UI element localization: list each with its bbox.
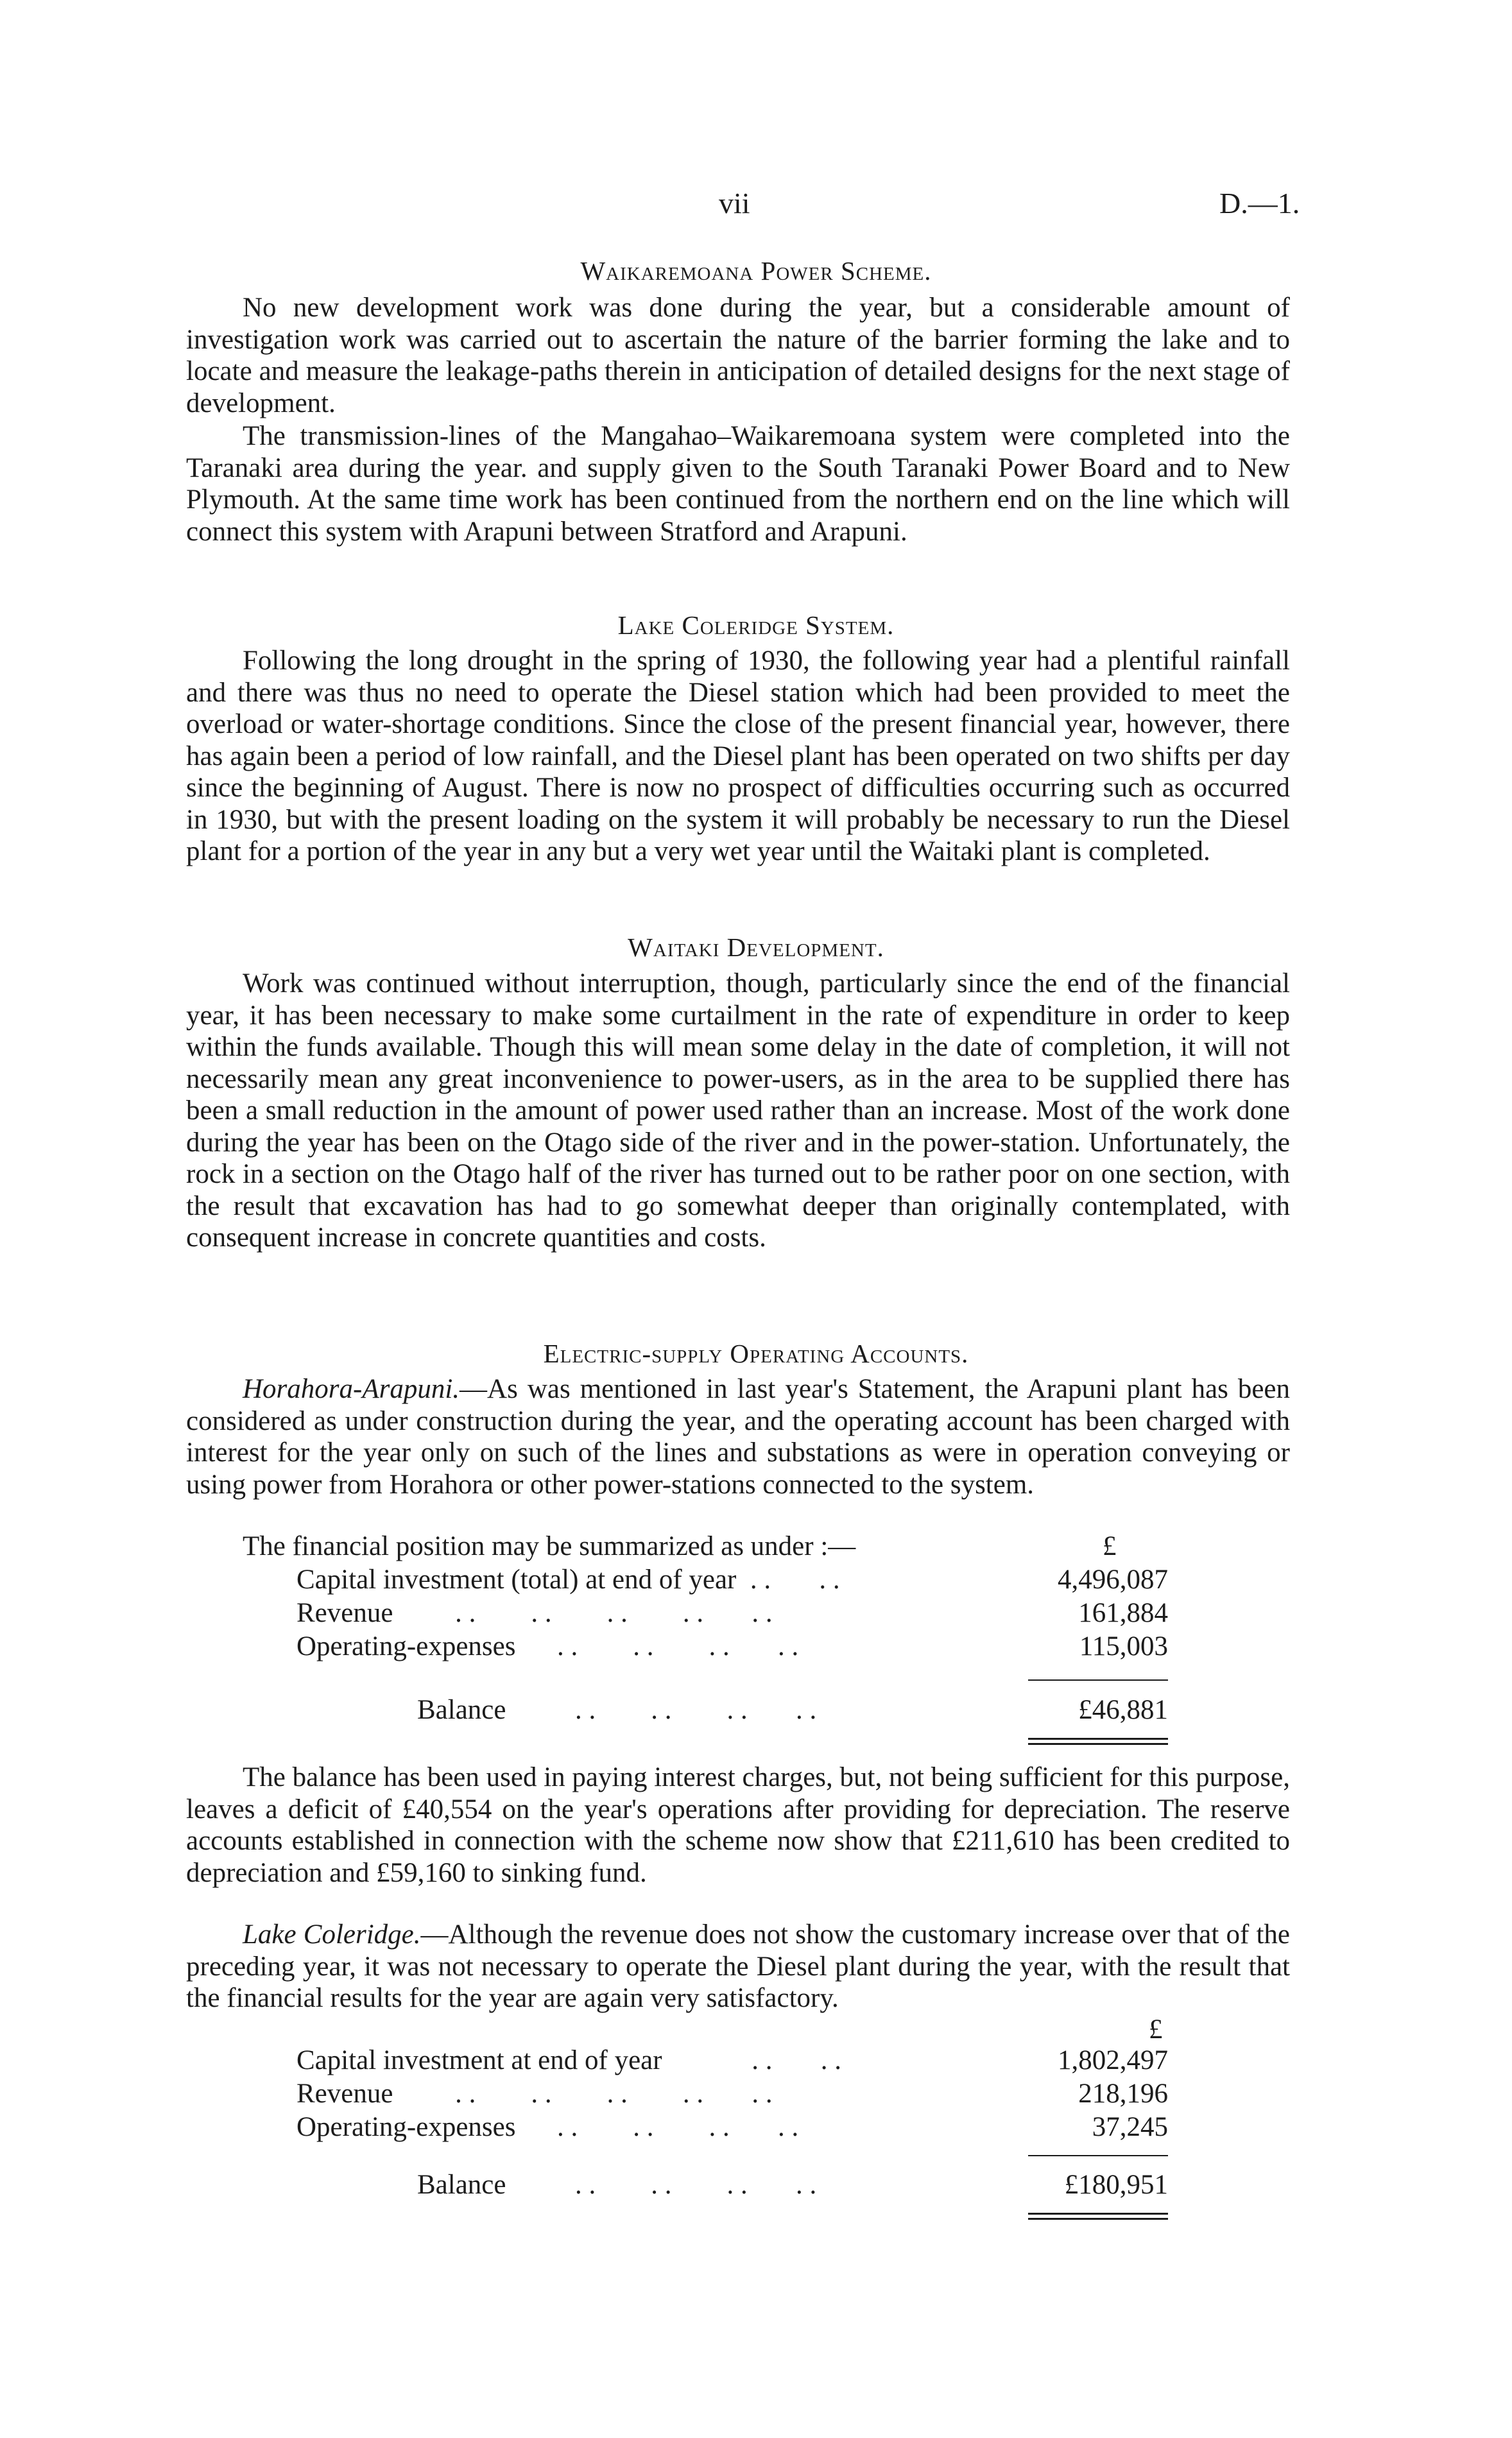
balance-row-horahora: Balance . . . . . . . . £46,881 <box>417 1695 1168 1725</box>
heading-electric-supply: Electric-supply Operating Accounts. <box>543 1339 969 1368</box>
heading-lake-coleridge-system: Lake Coleridge System. <box>617 610 895 640</box>
paragraph-lake-coleridge: Lake Coleridge.—Although the revenue does not show the customary increase over that of the preceding year, it was not necessary to operate the Diesel plant during the year, with the result that the financial results for the year are again very satisfactory. <box>186 1919 1290 2013</box>
heading-waikaremoana: Waikaremoana Power Scheme. <box>580 256 932 286</box>
table-row: Capital investment at end of year . . . . 1,802,497 <box>296 2045 1168 2075</box>
table-row: Operating-expenses . . . . . . . . 37,245 <box>296 2112 1168 2142</box>
table-row: Operating-expenses . . . . . . . . 115,003 <box>296 1631 1168 1661</box>
paragraph-horahora: Horahora-Arapuni.—As was mentioned in last year's Statement, the Arapuni plant has been considered as under construction during the year, and the operating account has been charged with interest for the year only on such of the lines and substations as were in operation conveying or using power from Horahora or other power-stations connected to the system. <box>186 1374 1290 1500</box>
total-double-rule <box>1028 2213 1168 2215</box>
paragraph-horahora-after: The balance has been used in paying interest charges, but, not being sufficient for this purpose, leaves a deficit of £40,554 on the year's operations after providing for depreciation. The reserve accounts established in connection with the scheme now show that £211,610 has been credited to depreciation and £59,160 to sinking fund. <box>186 1762 1290 1888</box>
heading-waitaki: Waitaki Development. <box>628 932 884 962</box>
table-row: Revenue . . . . . . . . . . 161,884 <box>296 1598 1168 1628</box>
lake-coleridge-lead: Lake Coleridge. <box>243 1919 421 1950</box>
subtotal-rule <box>1028 2155 1168 2156</box>
table-row: Capital investment (total) at end of year . . . . 4,496,087 <box>296 1565 1168 1595</box>
paragraph-waikaremoana-1: No new development work was done during the year, but a considerable amount of investigation work was carried out to ascertain the nature of the barrier forming the lake and to locate and measure the leakage-paths therein in anticipation of detailed designs for the next stage of development. <box>186 293 1290 418</box>
table-intro-horahora: The financial position may be summarized as under :— <box>243 1531 856 1561</box>
paragraph-waikaremoana-2: The transmission-lines of the Mangahao–Waikaremoana system were completed into the Taranaki area during the year. and supply given to the South Taranaki Power Board and to New Plymouth. At the same time work has been continued from the northern end on the line which will connect this system with Arapuni between Stratford and Arapuni. <box>186 421 1290 547</box>
total-double-rule <box>1028 1738 1168 1740</box>
horahora-lead: Horahora-Arapuni. <box>243 1374 460 1404</box>
total-double-rule <box>1028 1743 1168 1745</box>
paragraph-lake-coleridge-system: Following the long drought in the spring of 1930, the following year had a plentiful rainfall and there was thus no need to operate the Diesel station which had been provided to meet the overload or water-shortage conditions. Since the close of the present financial year, however, there has again been a period of low rainfall, and the Diesel plant has been operated on two shifts per day since the beginning of August. There is now no prospect of difficulties occurring such as occurred in 1930, but with the present loading on the system it will probably be necessary to run the Diesel plant for a portion of the year in any but a very wet year until the Waitaki plant is completed. <box>186 646 1290 866</box>
balance-row-lake-coleridge: Balance . . . . . . . . £180,951 <box>417 2170 1168 2200</box>
total-double-rule <box>1028 2218 1168 2220</box>
subtotal-rule <box>1028 1679 1168 1681</box>
paragraph-waitaki: Work was continued without interruption, though, particularly since the end of the financial year, it has been necessary to make some curtailment in the rate of expenditure in order to keep within the funds available. Though this will mean some delay in the date of completion, it will not necessarily mean any great inconvenience to power-users, as in the area to be supplied there has been a small reduction in the amount of power used rather than an increase. Most of the work done during the year has been on the Otago side of the river and in the power-station. Unfortunately, the rock in a section on the Otago half of the river has turned out to be rather poor on one section, with the result that excavation has had to go somewhat deeper than originally contemplated, with consequent increase in concrete quantities and costs. <box>186 968 1290 1253</box>
table-row: Revenue . . . . . . . . . . 218,196 <box>296 2079 1168 2109</box>
document-reference: D.—1. <box>1219 187 1300 219</box>
page-number: vii <box>719 187 750 219</box>
currency-symbol-horahora: £ <box>1103 1531 1117 1561</box>
currency-symbol-lake-coleridge: £ <box>1149 2014 1163 2045</box>
